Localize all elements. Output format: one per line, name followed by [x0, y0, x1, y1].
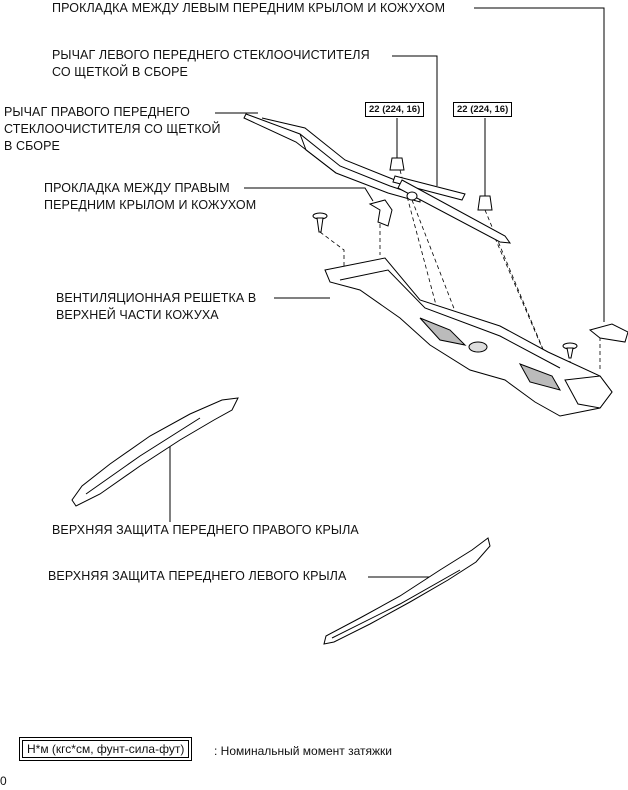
label-right-fender-protector: ВЕРХНЯЯ ЗАЩИТА ПЕРЕДНЕГО ПРАВОГО КРЫЛА — [52, 523, 359, 537]
label-right-wiper-arm-line3: В СБОРЕ — [4, 139, 60, 153]
page-number: 0 — [0, 774, 7, 788]
left-wiper-arm — [393, 176, 510, 243]
label-right-wiper-arm-line2: СТЕКЛООЧИСТИТЕЛЯ СО ЩЕТКОЙ — [4, 122, 221, 136]
torque-spec-tag: 22 (224, 16) — [453, 102, 512, 117]
label-right-fender-seal-line2: ПЕРЕДНИМ КРЫЛОМ И КОЖУХОМ — [44, 198, 257, 212]
torque-spec-tag: 22 (224, 16) — [365, 102, 424, 117]
label-cowl-louver-line1: ВЕНТИЛЯЦИОННАЯ РЕШЕТКА В — [56, 291, 257, 305]
label-right-wiper-arm-line1: РЫЧАГ ПРАВОГО ПЕРЕДНЕГО — [4, 105, 190, 119]
label-cowl-louver-line2: ВЕРХНЕЙ ЧАСТИ КОЖУХА — [56, 308, 219, 322]
torque-unit-legend-box: Н*м (кгс*см, фунт-сила-фут) — [22, 740, 189, 758]
torque-legend-description: : Номинальный момент затяжки — [214, 744, 392, 758]
cowl-louver — [325, 258, 612, 416]
label-left-wiper-arm-line1: РЫЧАГ ЛЕВОГО ПЕРЕДНЕГО СТЕКЛООЧИСТИТЕЛЯ — [52, 48, 370, 62]
label-left-fender-seal: ПРОКЛАДКА МЕЖДУ ЛЕВЫМ ПЕРЕДНИМ КРЫЛОМ И КОЖУХОМ — [52, 1, 446, 15]
label-right-fender-seal-line1: ПРОКЛАДКА МЕЖДУ ПРАВЫМ — [44, 181, 230, 195]
right-fender-seal-part — [370, 200, 392, 226]
right-fender-protector-part — [72, 398, 238, 506]
label-left-fender-protector: ВЕРХНЯЯ ЗАЩИТА ПЕРЕДНЕГО ЛЕВОГО КРЫЛА — [48, 569, 347, 583]
left-fender-protector-part — [324, 538, 490, 644]
label-left-wiper-arm-line2: СО ЩЕТКОЙ В СБОРЕ — [52, 65, 188, 79]
left-fender-seal-part — [590, 324, 628, 342]
